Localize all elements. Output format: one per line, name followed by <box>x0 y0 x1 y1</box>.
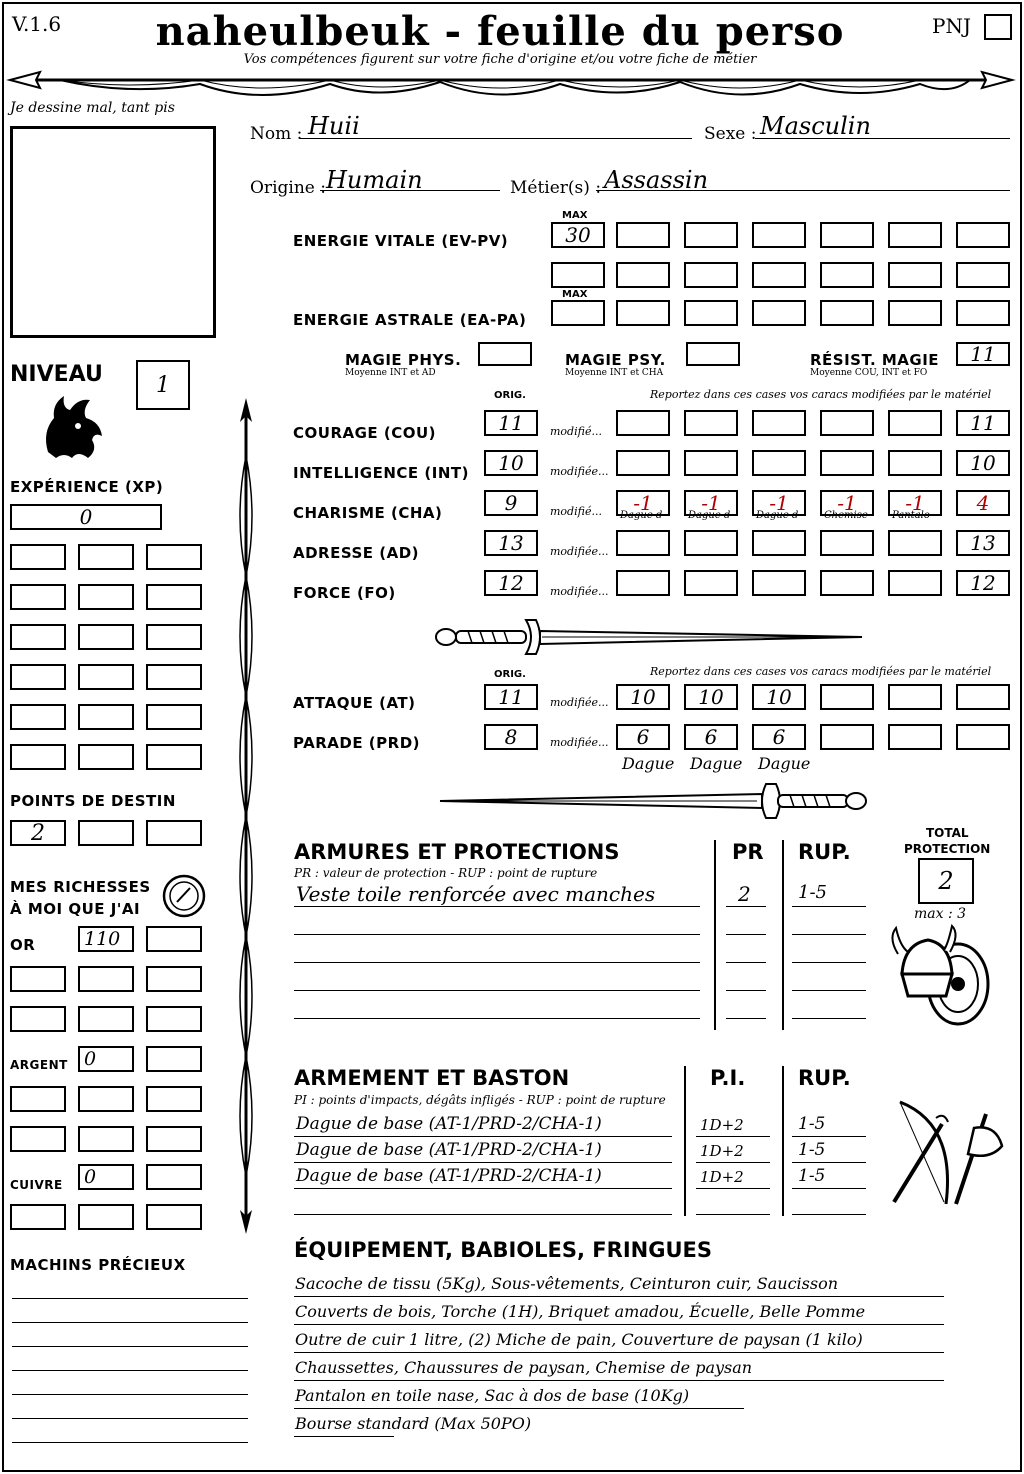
ev-box[interactable] <box>616 222 670 248</box>
ev-box[interactable] <box>956 262 1010 288</box>
stat-mod-box[interactable] <box>616 530 670 556</box>
armor-line[interactable] <box>294 990 700 991</box>
gold-box-2[interactable] <box>146 926 202 952</box>
weapons-rack-icon <box>886 1094 1012 1214</box>
cha-equipment-note: Dague d <box>756 510 799 521</box>
origin-value[interactable]: Humain <box>326 166 423 194</box>
combat-modified-label: modifiée... <box>550 696 609 709</box>
magic-phys-label: MAGIE PHYS. <box>345 351 462 369</box>
armor-pr-line[interactable] <box>726 990 766 991</box>
magic-psy-label: MAGIE PSY. <box>565 351 666 369</box>
stat-mod-box[interactable] <box>820 570 874 596</box>
cha-equipment-note: Pantalo <box>892 510 930 521</box>
stat-mod-box[interactable] <box>888 570 942 596</box>
armor-pr[interactable]: 2 <box>738 882 751 906</box>
stat-modified-label: modifiée... <box>550 585 609 598</box>
precious-line[interactable] <box>12 1418 248 1419</box>
weapons-divider-2 <box>782 1066 784 1216</box>
combat-label: ATTAQUE (AT) <box>293 694 416 712</box>
equipment-text[interactable]: Pantalon en toile nase, Sac à dos de base (10Kg) <box>295 1386 690 1405</box>
stat-mod-box[interactable] <box>820 450 874 476</box>
xp-box[interactable] <box>146 624 202 650</box>
magic-psy-box[interactable] <box>686 342 740 366</box>
gold-label: OR <box>10 936 36 954</box>
armor-pr-header: PR <box>732 840 764 864</box>
armor-pr-line[interactable] <box>726 906 766 907</box>
armor-line[interactable] <box>294 934 700 935</box>
stat-mod-box[interactable] <box>684 450 738 476</box>
weapon-name[interactable]: Dague de base (AT-1/PRD-2/CHA-1) <box>296 1114 602 1134</box>
combat-weapon-note: Dague <box>758 754 811 773</box>
wealth-box[interactable] <box>10 966 66 992</box>
ea-label: ENERGIE ASTRALE (EA-PA) <box>293 311 527 329</box>
xp-box[interactable] <box>78 664 134 690</box>
ea-box[interactable] <box>616 300 670 326</box>
cha-equipment-note: Dague d <box>620 510 663 521</box>
equipment-line[interactable] <box>294 1380 944 1381</box>
weapon-rup-line[interactable] <box>792 1136 866 1137</box>
sword-icon-2 <box>432 780 872 822</box>
weapon-pi[interactable]: 1D+2 <box>700 1116 744 1134</box>
sex-value[interactable]: Masculin <box>760 112 871 140</box>
ev-box[interactable] <box>888 222 942 248</box>
ev-max-box[interactable]: 30 <box>551 222 605 248</box>
portrait-caption: Je dessine mal, tant pis <box>10 100 175 116</box>
copper-box[interactable]: 0 <box>78 1164 134 1190</box>
wealth-box[interactable] <box>78 1006 134 1032</box>
armor-title: ARMURES ET PROTECTIONS <box>294 840 620 864</box>
stat-orig-box[interactable]: 9 <box>484 490 538 516</box>
equipment-line[interactable] <box>294 1408 744 1409</box>
equipment-line[interactable] <box>294 1352 944 1353</box>
copper-box-2[interactable] <box>146 1164 202 1190</box>
wealth-label-2: À MOI QUE J'AI <box>10 900 141 918</box>
combat-mod-box[interactable] <box>820 724 874 750</box>
xp-box[interactable] <box>78 624 134 650</box>
xp-box[interactable] <box>10 664 66 690</box>
stat-mod-box[interactable] <box>888 450 942 476</box>
job-label: Métier(s) : <box>510 178 602 198</box>
stat-mod-box[interactable]: -1 <box>888 490 942 516</box>
weapons-divider-1 <box>684 1066 686 1216</box>
armor-line[interactable] <box>294 906 700 907</box>
ea-max-label: MAX <box>562 289 588 300</box>
weapon-pi-line[interactable] <box>696 1162 770 1163</box>
armor-rup-line[interactable] <box>792 1018 866 1019</box>
stat-mod-box[interactable] <box>616 410 670 436</box>
stat-mod-box[interactable] <box>684 570 738 596</box>
job-value[interactable]: Assassin <box>604 166 709 194</box>
pnj-checkbox[interactable] <box>984 14 1012 40</box>
stats-report-note: Reportez dans ces cases vos caracs modifiées par le matériel <box>650 388 992 401</box>
wealth-box[interactable] <box>10 1086 66 1112</box>
stat-mod-box[interactable] <box>616 570 670 596</box>
name-label: Nom : <box>250 124 303 144</box>
stat-mod-box[interactable]: 13 <box>956 530 1010 556</box>
weapon-line[interactable] <box>294 1214 672 1215</box>
xp-box[interactable] <box>10 624 66 650</box>
stat-mod-box[interactable] <box>616 450 670 476</box>
stat-mod-box[interactable] <box>888 410 942 436</box>
destiny-label: POINTS DE DESTIN <box>10 792 176 810</box>
wealth-box[interactable] <box>10 1126 66 1152</box>
armor-rup-line[interactable] <box>792 990 866 991</box>
pnj-label: PNJ <box>932 14 971 38</box>
stat-orig-box[interactable]: 11 <box>484 410 538 436</box>
wealth-box[interactable] <box>10 1204 66 1230</box>
xp-box[interactable] <box>78 584 134 610</box>
combat-report-note: Reportez dans ces cases vos caracs modifiées par le matériel <box>650 665 992 678</box>
combat-weapon-note: Dague <box>622 754 675 773</box>
xp-box[interactable] <box>146 744 202 770</box>
xp-box[interactable] <box>78 744 134 770</box>
precious-line[interactable] <box>12 1442 248 1443</box>
combat-mod-box[interactable]: 10 <box>684 684 738 710</box>
combat-mod-box[interactable]: 10 <box>752 684 806 710</box>
ev-box[interactable] <box>752 262 806 288</box>
combat-label: PARADE (PRD) <box>293 734 421 752</box>
portrait-box[interactable] <box>10 126 216 338</box>
armor-divider-2 <box>782 840 784 1030</box>
equipment-text[interactable]: Sacoche de tissu (5Kg), Sous-vêtements, Ceinturon cuir, Saucisson <box>295 1274 839 1293</box>
copper-label: CUIVRE <box>10 1178 63 1192</box>
combat-mod-box[interactable]: 6 <box>616 724 670 750</box>
xp-label: EXPÉRIENCE (XP) <box>10 478 164 496</box>
weapons-title: ARMEMENT ET BASTON <box>294 1066 570 1090</box>
armor-note: PR : valeur de protection - RUP : point de rupture <box>294 866 598 880</box>
xp-box[interactable] <box>78 704 134 730</box>
stat-orig-box[interactable]: 12 <box>484 570 538 596</box>
weapon-pi[interactable]: 1D+2 <box>700 1142 744 1160</box>
combat-orig-label: ORIG. <box>494 669 526 680</box>
weapon-rup-line[interactable] <box>792 1188 866 1189</box>
equipment-text[interactable]: Bourse standard (Max 50PO) <box>295 1414 532 1433</box>
total-protection-max: max : 3 <box>914 906 967 922</box>
stat-modified-label: modifiée... <box>550 465 609 478</box>
weapon-name[interactable]: Dague de base (AT-1/PRD-2/CHA-1) <box>296 1166 602 1186</box>
precious-line[interactable] <box>12 1322 248 1323</box>
wealth-box[interactable] <box>146 1204 202 1230</box>
ev-box[interactable] <box>820 262 874 288</box>
stat-mod-box[interactable] <box>684 410 738 436</box>
stat-mod-box[interactable] <box>684 530 738 556</box>
ea-max-box[interactable] <box>551 300 605 326</box>
gold-box[interactable]: 110 <box>78 926 134 952</box>
wealth-box[interactable] <box>10 1006 66 1032</box>
stat-mod-box[interactable] <box>752 450 806 476</box>
weapon-line[interactable] <box>294 1188 672 1189</box>
stat-mod-box[interactable]: 12 <box>956 570 1010 596</box>
weapon-line[interactable] <box>294 1136 672 1137</box>
xp-box[interactable] <box>146 584 202 610</box>
weapons-note: PI : points d'impacts, dégâts infligés - RUP : point de rupture <box>294 1093 666 1107</box>
weapon-pi[interactable]: 1D+2 <box>700 1168 744 1186</box>
weapons-rup-header: RUP. <box>798 1066 851 1090</box>
combat-mod-box[interactable]: 6 <box>752 724 806 750</box>
ea-box[interactable] <box>956 300 1010 326</box>
magic-psy-note: Moyenne INT et CHA <box>565 368 664 378</box>
armor-rup-header: RUP. <box>798 840 851 864</box>
armor-rup-line[interactable] <box>792 934 866 935</box>
stat-mod-box[interactable] <box>752 530 806 556</box>
stat-mod-box[interactable]: -1 <box>684 490 738 516</box>
equipment-line[interactable] <box>294 1324 944 1325</box>
precious-line[interactable] <box>12 1298 248 1299</box>
wealth-box[interactable] <box>78 966 134 992</box>
stat-label: INTELLIGENCE (INT) <box>293 464 469 482</box>
ev-box[interactable] <box>752 222 806 248</box>
xp-box[interactable] <box>10 544 66 570</box>
ev-box[interactable] <box>820 222 874 248</box>
destiny-box-1[interactable]: 2 <box>10 820 66 846</box>
magic-resist-note: Moyenne COU, INT et FO <box>810 368 928 378</box>
silver-box[interactable]: 0 <box>78 1046 134 1072</box>
weapon-name[interactable]: Dague de base (AT-1/PRD-2/CHA-1) <box>296 1140 602 1160</box>
wealth-box[interactable] <box>146 1086 202 1112</box>
xp-box[interactable] <box>146 664 202 690</box>
combat-mod-box[interactable] <box>888 724 942 750</box>
armor-pr-line[interactable] <box>726 934 766 935</box>
equipment-line[interactable] <box>294 1436 394 1437</box>
stats-orig-label: ORIG. <box>494 390 526 401</box>
weapons-pi-header: P.I. <box>710 1066 746 1090</box>
ea-box[interactable] <box>820 300 874 326</box>
stat-mod-box[interactable]: -1 <box>616 490 670 516</box>
ea-box[interactable] <box>752 300 806 326</box>
stat-mod-box[interactable] <box>820 530 874 556</box>
precious-line[interactable] <box>12 1346 248 1347</box>
stat-label: CHARISME (CHA) <box>293 504 443 522</box>
level-box[interactable]: 1 <box>136 360 190 410</box>
ev-label: ENERGIE VITALE (EV-PV) <box>293 232 509 250</box>
xp-box[interactable] <box>78 544 134 570</box>
version-label: V.1.6 <box>12 12 62 36</box>
combat-mod-box[interactable]: 6 <box>684 724 738 750</box>
wealth-box[interactable] <box>78 1204 134 1230</box>
cha-equipment-note: Dague d <box>688 510 731 521</box>
combat-weapon-note: Dague <box>690 754 743 773</box>
combat-mod-box[interactable] <box>820 684 874 710</box>
armor-pr-line[interactable] <box>726 962 766 963</box>
ev-box[interactable] <box>551 262 605 288</box>
silver-label: ARGENT <box>10 1058 68 1072</box>
armor-line[interactable] <box>294 1018 700 1019</box>
wealth-box[interactable] <box>146 1006 202 1032</box>
xp-box[interactable]: 0 <box>10 504 162 530</box>
vertical-spear <box>228 396 264 1236</box>
weapon-pi-line[interactable] <box>696 1214 770 1215</box>
combat-mod-box[interactable] <box>956 684 1010 710</box>
combat-mod-box[interactable]: 10 <box>616 684 670 710</box>
sex-label: Sexe : <box>704 124 757 144</box>
xp-box[interactable] <box>10 584 66 610</box>
stat-modified-label: modifiée... <box>550 545 609 558</box>
stat-mod-box[interactable] <box>820 410 874 436</box>
stat-orig-box[interactable]: 13 <box>484 530 538 556</box>
xp-box[interactable] <box>10 744 66 770</box>
stat-label: ADRESSE (AD) <box>293 544 420 562</box>
magic-resist-label: RÉSIST. MAGIE <box>810 351 940 369</box>
name-value[interactable]: Huii <box>308 112 360 140</box>
stat-mod-box[interactable] <box>752 410 806 436</box>
xp-box[interactable] <box>146 544 202 570</box>
level-label: NIVEAU <box>10 362 103 387</box>
stat-mod-box[interactable]: 11 <box>956 410 1010 436</box>
destiny-box-2[interactable] <box>78 820 134 846</box>
page-title: naheulbeuk - feuille du perso <box>155 8 845 55</box>
wealth-box[interactable] <box>146 1126 202 1152</box>
stat-mod-box[interactable]: 10 <box>956 450 1010 476</box>
destiny-box-3[interactable] <box>146 820 202 846</box>
weapon-pi-line[interactable] <box>696 1188 770 1189</box>
ev-box[interactable] <box>888 262 942 288</box>
equipment-line[interactable] <box>294 1296 944 1297</box>
sword-icon <box>432 616 872 658</box>
weapon-line[interactable] <box>294 1162 672 1163</box>
combat-orig-box[interactable]: 8 <box>484 724 538 750</box>
ea-box[interactable] <box>684 300 738 326</box>
ev-box[interactable] <box>616 262 670 288</box>
ev-box[interactable] <box>956 222 1010 248</box>
wealth-box[interactable] <box>78 1126 134 1152</box>
stat-label: FORCE (FO) <box>293 584 396 602</box>
wealth-box[interactable] <box>146 966 202 992</box>
silver-box-2[interactable] <box>146 1046 202 1072</box>
wealth-label-1: MES RICHESSES <box>10 878 151 896</box>
cha-equipment-note: Chemise <box>824 510 868 521</box>
weapon-rup-line[interactable] <box>792 1214 866 1215</box>
page-subtitle: Vos compétences figurent sur votre fiche d'origine et/ou votre fiche de métier <box>243 52 757 67</box>
equipment-text[interactable]: Chaussettes, Chaussures de paysan, Chemise de paysan <box>295 1358 753 1377</box>
armor-rup-line[interactable] <box>792 962 866 963</box>
armor-line[interactable] <box>294 962 700 963</box>
equipment-text[interactable]: Couverts de bois, Torche (1H), Briquet amadou, Écuelle, Belle Pomme <box>295 1302 866 1321</box>
weapon-rup[interactable]: 1-5 <box>798 1166 826 1186</box>
stat-modified-label: modifié... <box>550 425 602 438</box>
weapon-rup[interactable]: 1-5 <box>798 1140 826 1160</box>
magic-resist-box[interactable]: 11 <box>956 342 1010 366</box>
equipment-text[interactable]: Outre de cuir 1 litre, (2) Miche de pain, Couverture de paysan (1 kilo) <box>295 1330 863 1349</box>
helmet-shield-icon <box>888 924 1000 1036</box>
stat-mod-box[interactable] <box>888 530 942 556</box>
total-protection-box[interactable]: 2 <box>918 858 974 904</box>
stat-mod-box[interactable] <box>752 570 806 596</box>
ev-max-label: MAX <box>562 210 588 221</box>
precious-line[interactable] <box>12 1370 248 1371</box>
armor-pr-line[interactable] <box>726 1018 766 1019</box>
stat-mod-box[interactable]: 4 <box>956 490 1010 516</box>
equipment-title: ÉQUIPEMENT, BABIOLES, FRINGUES <box>294 1238 712 1262</box>
total-label-2: PROTECTION <box>904 842 991 856</box>
precious-label: MACHINS PRÉCIEUX <box>10 1256 186 1274</box>
origin-label: Origine : <box>250 178 326 198</box>
stat-label: COURAGE (COU) <box>293 424 437 442</box>
ea-box[interactable] <box>888 300 942 326</box>
armor-rup[interactable]: 1-5 <box>798 882 827 903</box>
combat-mod-box[interactable] <box>956 724 1010 750</box>
stat-orig-box[interactable]: 10 <box>484 450 538 476</box>
combat-modified-label: modifiée... <box>550 736 609 749</box>
coin-icon <box>160 872 208 920</box>
weapon-rup-line[interactable] <box>792 1162 866 1163</box>
xp-box[interactable] <box>10 704 66 730</box>
combat-mod-box[interactable] <box>888 684 942 710</box>
armor-name[interactable]: Veste toile renforcée avec manches <box>296 882 656 906</box>
armor-rup-line[interactable] <box>792 906 866 907</box>
ev-box[interactable] <box>684 262 738 288</box>
magic-phys-note: Moyenne INT et AD <box>345 368 436 378</box>
stat-modified-label: modifié... <box>550 505 602 518</box>
ev-box[interactable] <box>684 222 738 248</box>
magic-phys-box[interactable] <box>478 342 532 366</box>
precious-line[interactable] <box>12 1394 248 1395</box>
weapon-pi-line[interactable] <box>696 1136 770 1137</box>
weapon-rup[interactable]: 1-5 <box>798 1114 826 1134</box>
armor-divider-1 <box>714 840 716 1030</box>
total-label-1: TOTAL <box>926 826 969 840</box>
combat-orig-box[interactable]: 11 <box>484 684 538 710</box>
dragon-icon <box>38 392 106 464</box>
stat-mod-box[interactable]: -1 <box>752 490 806 516</box>
wealth-box[interactable] <box>78 1086 134 1112</box>
xp-box[interactable] <box>146 704 202 730</box>
stat-mod-box[interactable]: -1 <box>820 490 874 516</box>
